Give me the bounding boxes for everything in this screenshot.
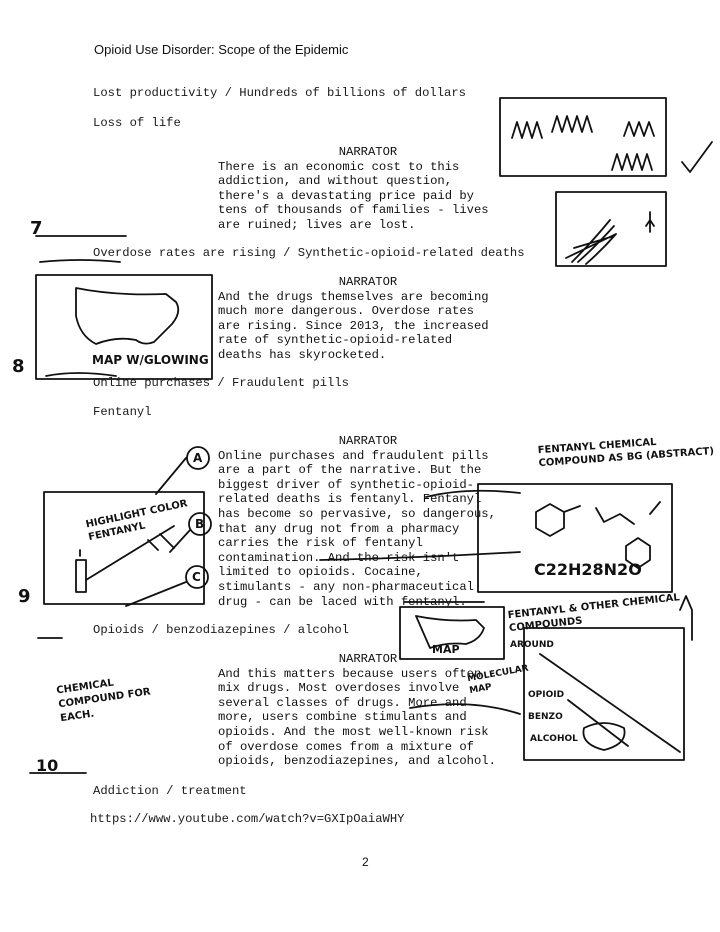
speaker-name: NARRATOR [338,275,398,289]
narration-line: are ruined; lives are lost. [218,217,416,232]
label-b: B [195,517,205,531]
map-small-label: MAP [432,643,460,656]
molecular-map-note: MOLECULAR MAP [466,663,530,697]
label-c: C [192,570,201,584]
narration-line: more, users combine stimulants and [218,710,467,725]
narration-line: opioids, benzodiazepines, and alcohol. [218,754,496,769]
shot-description: Addiction / treatment [93,784,247,798]
shot-description: Loss of life [93,116,181,130]
narration-line: carries the risk of fentanyl [218,536,423,551]
narration-line: addiction, and without question, [218,174,453,189]
around-label: AROUND [510,640,554,650]
narration-line: limited to opioids. Cocaine, [218,565,423,580]
candle-figure [646,212,654,232]
narration-line: drug - can be laced with fentanyl. [218,594,467,609]
narration-line: much more dangerous. Overdose rates [218,304,474,319]
speaker-name: NARRATOR [338,145,398,159]
benzo-label: BENZO [528,712,563,722]
shot-description: Overdose rates are rising / Synthetic-opioid-related deaths [93,246,525,260]
highlight-note: HIGHLIGHT COLOR FENTANYL [84,498,189,544]
flowers-sketch [566,220,616,264]
narration-line: are rising. Since 2013, the increased [218,318,489,333]
map-note: MAP W/GLOWING [92,353,209,367]
narration-line: biggest driver of synthetic-opioid- [218,477,474,492]
fentanyl-bg-note: FENTANYL CHEMICAL COMPOUND AS BG (ABSTRACT) [537,436,715,470]
pill-bottle [76,550,86,592]
narration-line: And this matters because users often [218,666,482,681]
narration-line: tens of thousands of families - lives [218,203,489,218]
narration-line: deaths has skyrocketed. [218,347,387,362]
speaker-name: NARRATOR [338,434,398,448]
chemical-formula: C22H28N2O [534,560,642,579]
shot-description: Fentanyl [93,405,152,419]
narration-line: rate of synthetic-opioid-related [218,333,453,348]
page-number: 2 [362,855,369,869]
opioid-label: OPIOID [528,690,565,700]
narration-line: opioids. And the most well-known risk [218,724,489,739]
narration-line: of overdose comes from a mixture of [218,739,474,754]
narration-line: has become so pervasive, so dangerous, [218,506,496,521]
narration-line: mix drugs. Most overdoses involve [218,681,460,696]
compounds-note: FENTANYL & OTHER CHEMICAL COMPOUNDS [507,592,681,635]
speaker-name: NARRATOR [338,652,398,666]
narration-line: stimulants - any non-pharmaceutical [218,579,474,594]
shot-number: 10 [36,756,59,775]
reference-url: https://www.youtube.com/watch?v=GXIpOaiaWHY [90,812,405,826]
checkmark-icon [682,142,712,172]
narration-line: several classes of drugs. More and [218,695,467,710]
narration-line: that any drug not from a pharmacy [218,521,460,536]
narration-line: Online purchases and fraudulent pills [218,448,489,463]
narration-line: There is an economic cost to this [218,159,460,174]
document-header: Opioid Use Disorder: Scope of the Epidemic [94,42,349,57]
molecule-structure [536,502,660,568]
shot-number: 9 [18,586,31,607]
narration-line: related deaths is fentanyl. Fentanyl [218,492,482,507]
narration-line: are a part of the narrative. But the [218,463,482,478]
shot-description: Opioids / benzodiazepines / alcohol [93,623,349,637]
shot-description: Lost productivity / Hundreds of billions of dollars [93,86,466,100]
us-map-outline [76,288,178,344]
crowd-figures [512,116,654,170]
chemical-note: CHEMICAL COMPOUND FOR EACH. [55,677,152,725]
narration-line: there's a devastating price paid by [218,188,474,203]
narration-line: And the drugs themselves are becoming [218,289,489,304]
shot-description: Online purchases / Fraudulent pills [93,376,349,390]
shot-number: 8 [12,356,25,377]
label-a: A [193,451,203,465]
alcohol-label: ALCOHOL [530,734,578,744]
shot-number: 7 [30,218,43,239]
narration-line: contamination. And the risk isn't [218,550,460,565]
